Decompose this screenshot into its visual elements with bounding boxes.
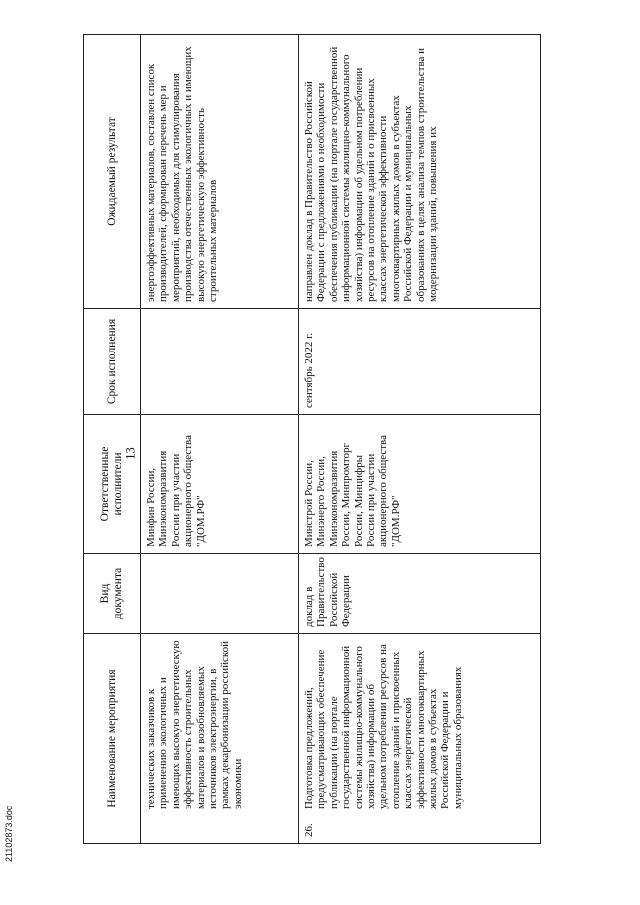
header-responsible: Ответственные исполнители — [84, 415, 141, 554]
cell-responsible: Минфин России, Минэкономразвития России при участии акционерного общества "ДОМ.РФ" — [141, 415, 299, 554]
cell-doc-type — [141, 554, 299, 634]
footer-file-code: 21102873.doc — [4, 805, 14, 862]
cell-result: направлен доклад в Правительство Российской Федерации с предложениями о необходимости обеспечения публикации (на портале государственной информационной системы жилищно-коммунального хозяйства) информации об удельном потреблении ресурсов на отопление зданий и о присвоенных классах энергетической эффективности многоквартирных жилых домов в субъектах Российской Федерации и муниципальных образованиях в целях анализа темпов строительства и модернизации зданий, повышения их — [299, 35, 541, 309]
measures-table — [83, 34, 541, 844]
table-row — [141, 35, 299, 844]
row-name-text: Подготовка предложений, предусматривающих обеспечение публикации (на портале государственной информационной системы жилищно-коммунального хозяйства) информации об удельном потреблении ресурсов на отопление зданий и присвоенных классах энергетической эффективности многоквартирных жилых домов в субъектах Российской Федерации и муниципальных образованиях — [303, 644, 464, 809]
table-row — [299, 35, 541, 844]
cell-deadline — [141, 309, 299, 415]
table-header-row — [84, 35, 141, 844]
page-number: 13 — [123, 447, 138, 460]
header-doc-type: Вид документа — [84, 554, 141, 634]
header-name: Наименование мероприятия — [84, 634, 141, 844]
cell-result: энергоэффективных материалов, составлен список производителей, сформирован перечень мер и мероприятий, необходимых для стимулирования производства отечественных экологичных и имеющих высокую энергетическую эффективность строительных материалов — [141, 35, 299, 309]
header-result: Ожидаемый результат — [84, 35, 141, 309]
row-name-text: технических заказчиков к применению экологичных и имеющих высокую энергетическую эффективность строительных материалов и возобновляемых источников электроэнергии, в рамках декарбонизации российской экономики — [145, 640, 244, 809]
cell-name — [299, 634, 541, 844]
cell-responsible: Минстрой России, Минэнерго России, Минэкономразвития России, Минпромторг России, Минцифры России при участии акционерного общества "ДОМ.РФ" — [299, 415, 541, 554]
row-number: 26. — [303, 823, 315, 837]
header-deadline: Срок исполнения — [84, 309, 141, 415]
rotated-table-block — [83, 35, 541, 844]
cell-name — [141, 634, 299, 844]
cell-doc-type: доклад в Правительство Российской Федерации — [299, 554, 541, 634]
cell-deadline: сентябрь 2022 г. — [299, 309, 541, 415]
